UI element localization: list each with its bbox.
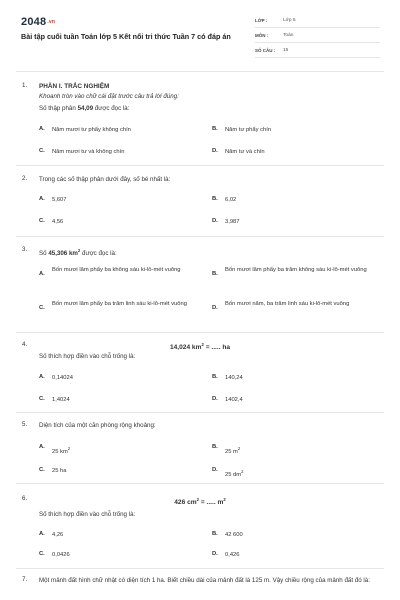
- option-text: Năm tư và chín: [225, 149, 265, 155]
- option-letter: D.: [212, 305, 218, 311]
- section-title: PHẦN I. TRẮC NGHIỆM: [39, 83, 110, 90]
- question-number: 7.: [22, 576, 28, 583]
- meta-value: Lớp 5: [283, 18, 296, 23]
- divider: [16, 332, 384, 333]
- divider: [16, 483, 384, 484]
- option-letter: C.: [39, 551, 45, 557]
- option-text: Năm mươi tư phẩy không chín: [52, 127, 131, 133]
- option-text: Bốn mươi lăm phẩy ba trăm linh sáu ki-lô-mét vuông: [52, 301, 187, 307]
- option-letter: C.: [39, 218, 45, 224]
- option-letter: D.: [212, 148, 218, 154]
- option-value: 25 dm: [225, 471, 242, 478]
- superscript: 2: [237, 446, 241, 451]
- superscript: 2: [223, 497, 226, 502]
- question-text: [39, 105, 129, 112]
- option-letter: D.: [212, 218, 218, 224]
- conversion-expression: [0, 497, 400, 506]
- meta-row-class: [255, 14, 380, 28]
- divider: [16, 165, 384, 166]
- superscript: 2: [67, 446, 71, 451]
- divider: [16, 71, 384, 72]
- meta-key: MÔN :: [255, 33, 269, 38]
- option-letter: C.: [39, 396, 45, 402]
- option-text: 140,24: [225, 375, 243, 381]
- option-text: Bốn mươi lăm phẩy ba trăm không sáu ki-lô-mét vuông: [225, 267, 367, 273]
- expr-right: = ..... m: [199, 499, 224, 507]
- question-number-value: [48, 250, 80, 257]
- logo-main: 2048: [21, 16, 47, 28]
- option-text: 1,4024: [52, 397, 70, 403]
- site-logo[interactable]: [21, 16, 55, 28]
- expr-left: 14,024 km: [169, 344, 202, 352]
- divider: [16, 568, 384, 569]
- meta-row-subject: [255, 29, 380, 43]
- question-text: [39, 246, 384, 259]
- option-text: 3,987: [225, 219, 240, 225]
- question-number: 5.: [22, 421, 28, 428]
- superscript: 2: [196, 497, 199, 502]
- question-text-part: Số: [39, 250, 47, 258]
- option-text: Năm mươi tư và không chín: [52, 149, 125, 155]
- question-number: 1.: [22, 82, 28, 89]
- option-text: 0,14024: [52, 375, 73, 381]
- divider: [16, 236, 384, 237]
- meta-row-count: [255, 44, 380, 58]
- option-letter: A.: [39, 444, 45, 450]
- option-text: 1402,4: [225, 397, 243, 403]
- option-text: 5,607: [52, 197, 67, 203]
- question-text: Một mảnh đất hình chữ nhật có diện tích 1 ha. Biết chiều dài của mảnh đất là 125 m. Vậy chiều rộng của mảnh đất đó là:: [39, 577, 370, 584]
- divider: [16, 412, 384, 413]
- option-text: 0,0426: [52, 552, 70, 558]
- option-text: 6,02: [225, 197, 237, 203]
- option-text: Bốn mươi lăm phẩy ba không sáu ki-lô-mét vuông: [52, 267, 181, 273]
- meta-key: SỐ CÂU :: [255, 48, 276, 53]
- expr-right: = ..... ha: [203, 344, 231, 352]
- document-title: Bài tập cuối tuần Toán lớp 5 Kết nối tri thức Tuần 7 có đáp án: [21, 32, 231, 41]
- option-letter: C.: [39, 305, 45, 311]
- option-letter: A.: [39, 271, 45, 277]
- question-number: 3.: [22, 246, 28, 253]
- question-text: Trong các số thập phân dưới đây, số bé nhất là:: [39, 176, 171, 183]
- option-text: 42 600: [225, 532, 243, 538]
- option-text: 0,426: [225, 552, 240, 558]
- option-letter: A.: [39, 531, 45, 537]
- question-text: Số thích hợp điền vào chỗ trống là:: [39, 511, 136, 518]
- option-letter: B.: [212, 374, 218, 380]
- option-text: [225, 444, 370, 457]
- question-text: Diện tích của một căn phòng rộng khoảng:: [39, 422, 156, 429]
- option-letter: A.: [39, 126, 45, 132]
- option-text: 4,26: [52, 532, 64, 538]
- option-text: [225, 467, 370, 480]
- superscript: 2: [241, 469, 244, 474]
- option-text: Năm tư phẩy chín: [225, 127, 272, 133]
- question-number-value: 54,09: [77, 105, 94, 112]
- option-text: 4,56: [52, 219, 64, 225]
- option-text: Bốn mươi năm, ba trăm linh sáu ki-lô-mét vuông: [225, 301, 350, 307]
- expr-left: 426 cm: [174, 499, 197, 507]
- question-text-part: Số thập phân: [39, 105, 76, 112]
- superscript: 2: [201, 342, 204, 347]
- option-letter: A.: [39, 374, 45, 380]
- meta-key: LỚP :: [255, 18, 268, 23]
- instruction: Khoanh tròn vào chữ cái đặt trước câu trả lời đúng:: [39, 93, 179, 100]
- area-value: 45,306 km: [48, 250, 78, 258]
- option-letter: C.: [39, 467, 45, 473]
- option-letter: B.: [212, 271, 218, 277]
- option-letter: C.: [39, 148, 45, 154]
- question-text-part: được đọc là:: [94, 105, 130, 112]
- option-text: [52, 467, 197, 477]
- option-value: 25 km: [52, 448, 68, 455]
- option-letter: B.: [212, 126, 218, 132]
- option-letter: B.: [212, 531, 218, 537]
- question-number: 6.: [22, 495, 28, 502]
- meta-value: Toán: [283, 33, 294, 38]
- option-letter: B.: [212, 444, 218, 450]
- option-letter: D.: [212, 467, 218, 473]
- meta-value: 15: [283, 48, 289, 53]
- option-letter: D.: [212, 396, 218, 402]
- conversion-expression: [0, 342, 400, 351]
- option-value: 25 ha: [52, 468, 67, 474]
- page-header: [0, 0, 400, 70]
- option-letter: D.: [212, 551, 218, 557]
- option-letter: A.: [39, 196, 45, 202]
- question-text-part: được đọc là:: [82, 250, 117, 258]
- superscript: 2: [77, 248, 81, 253]
- question-text: Số thích hợp điền vào chỗ trống là:: [39, 353, 136, 360]
- option-value: 25 m: [225, 448, 238, 455]
- option-letter: B.: [212, 196, 218, 202]
- question-number: 2.: [22, 175, 28, 182]
- question-number: 4.: [22, 341, 28, 348]
- option-text: [52, 444, 197, 457]
- logo-suffix: .vn: [47, 19, 56, 26]
